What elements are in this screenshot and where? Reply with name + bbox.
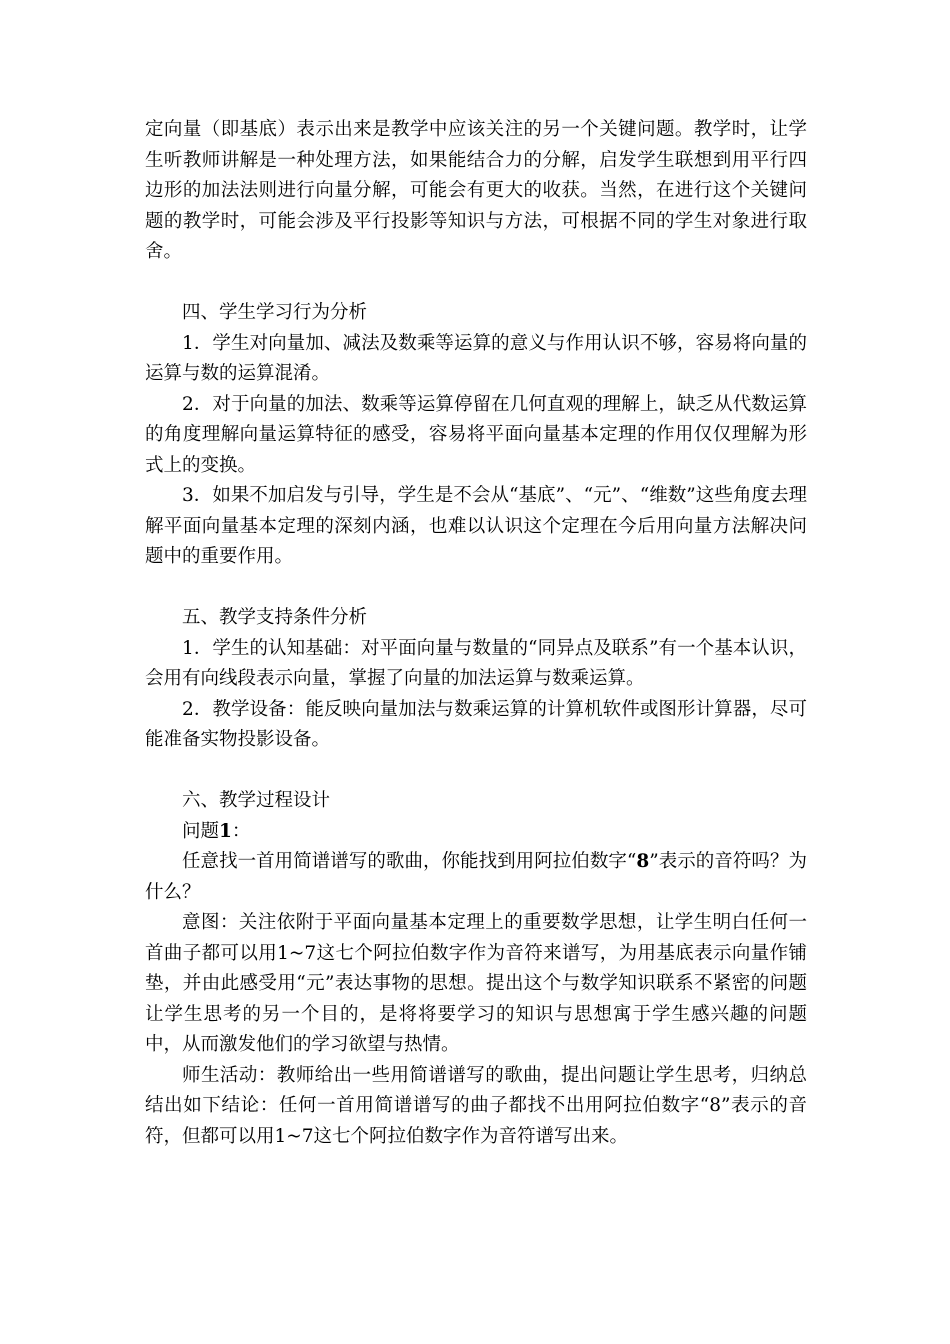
question-colon: ： bbox=[231, 820, 251, 842]
question-1-label bbox=[145, 817, 807, 848]
question-text-part-a: 任意找一首用简谱谱写的歌曲，你能找到用阿拉伯数字“ bbox=[182, 851, 637, 872]
section4-item-3: 3．如果不加启发与引导，学生是不会从“基底”、“元”、“维数”这些角度去理解平面向量基本定理的深刻内涵，也难以认识这个定理在今后用向量方法解决问题中的重要作用。 bbox=[145, 485, 807, 567]
intro-paragraph: 定向量（即基底）表示出来是教学中应该关注的另一个关键问题。教学时，让学生听教师讲解是一种处理方法，如果能结合力的分解，启发学生联想到用平行四边形的加法法则进行向量分解，可能会有更大的收获。当然，在进行这个关键问题的教学时，可能会涉及平行投影等知识与方法，可根据不同的学生对象进行取舍。 bbox=[145, 119, 807, 262]
spacer bbox=[145, 756, 807, 787]
section4-item-1: 1．学生对向量加、减法及数乘等运算的意义与作用认识不够，容易将向量的运算与数的运算混淆。 bbox=[145, 332, 807, 384]
intent-paragraph: 意图：关注依附于平面向量基本定理上的重要数学思想，让学生明白任何一首曲子都可以用1~7这七个阿拉伯数字作为音符来谱写，为用基底表示向量作铺垫，并由此感受用“元”表达事物的思想。提出这个与数学知识联系不紧密的问题让学生思考的另一个目的，是将将要学习的知识与思想寓于学生感兴趣的问题中，从而激发他们的学习欲望与热情。 bbox=[145, 912, 807, 1055]
section5-item-1: 1．学生的认知基础：对平面向量与数量的“同异点及联系”有一个基本认识，会用有向线段表示向量，掌握了向量的加法运算与数乘运算。 bbox=[145, 637, 807, 689]
section4-item-2: 2．对于向量的加法、数乘等运算停留在几何直观的理解上，缺乏从代数运算的角度理解向量运算特征的感受，容易将平面向量基本定理的作用仅仅理解为形式上的变换。 bbox=[145, 393, 807, 476]
question-number: 1 bbox=[219, 820, 232, 842]
section5-heading: 五、教学支持条件分析 bbox=[182, 607, 368, 628]
section6-heading: 六、教学过程设计 bbox=[182, 790, 331, 811]
document-page bbox=[145, 115, 807, 1152]
section4-heading: 四、学生学习行为分析 bbox=[182, 302, 368, 323]
question-text-part-b: ”表示的音符吗？为什么？ bbox=[145, 851, 807, 903]
spacer bbox=[145, 573, 807, 604]
question-1-text bbox=[145, 847, 807, 908]
section5-item-2: 2．教学设备：能反映向量加法与数乘运算的计算机软件或图形计算器，尽可能准备实物投影设备。 bbox=[145, 698, 807, 750]
question-text-bold-digit: 8 bbox=[636, 851, 650, 872]
spacer bbox=[145, 268, 807, 299]
activity-paragraph: 师生活动：教师给出一些用简谱谱写的歌曲，提出问题让学生思考，归纳总结出如下结论：任何一首用简谱谱写的曲子都找不出用阿拉伯数字“8”表示的音符，但都可以用1~7这七个阿拉伯数字作为音符谱写出来。 bbox=[145, 1064, 807, 1147]
question-label-text: 问题 bbox=[182, 820, 220, 842]
